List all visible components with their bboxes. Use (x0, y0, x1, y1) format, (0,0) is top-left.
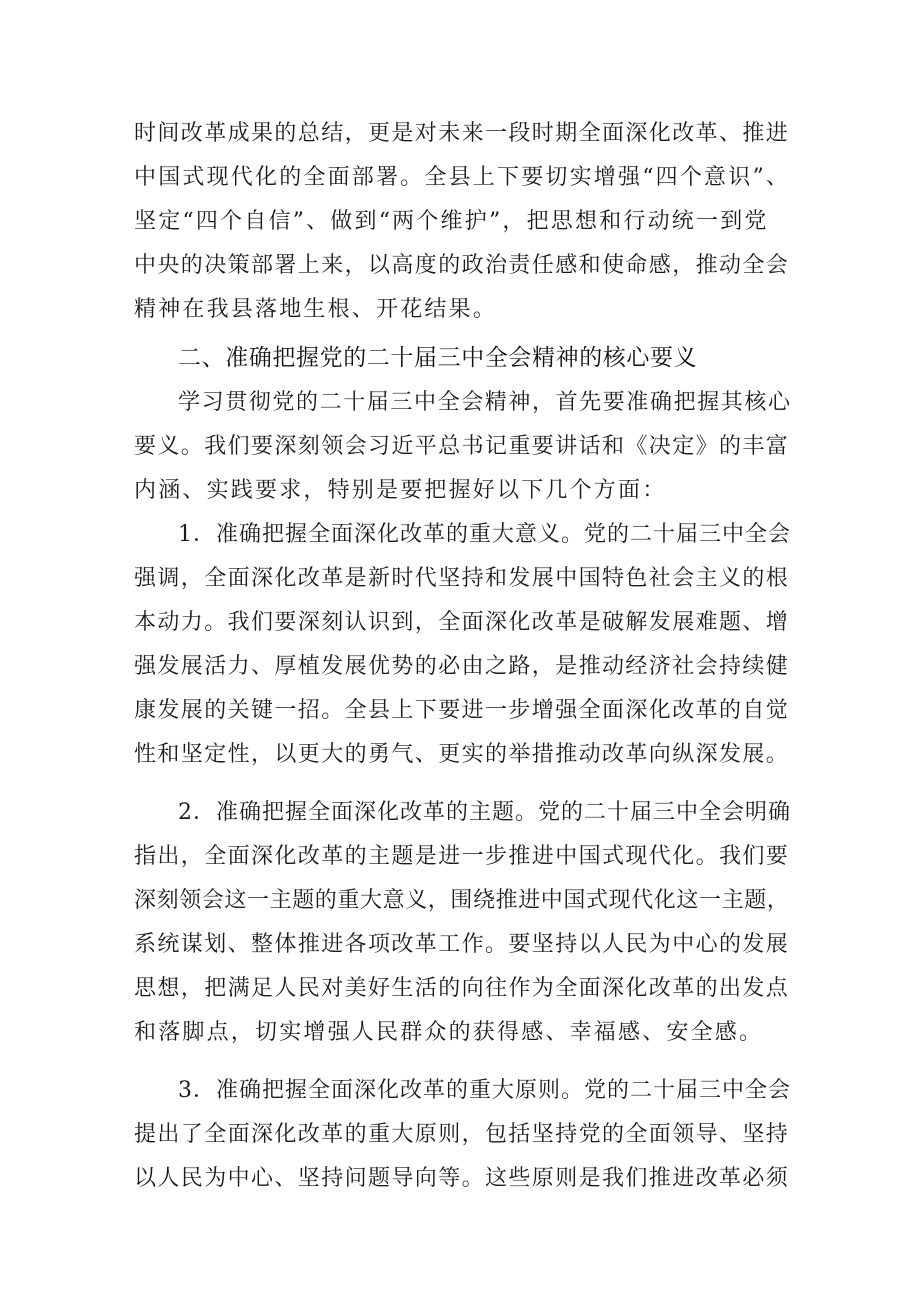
text-line: 3．准确把握全面深化改革的重大原则。党的二十届三中全会 (178, 1078, 791, 1103)
text-line: 2．准确把握全面深化改革的主题。党的二十届三中全会明确 (178, 800, 791, 825)
paragraph-gap (134, 1055, 794, 1069)
paragraph-gap (134, 777, 794, 791)
text-line: 康发展的关键一招。全县上下要进一步增强全面深化改革的自觉 (134, 698, 790, 723)
text-line: 以人民为中心、坚持问题导向等。这些原则是我们推进改革必须 (134, 1166, 790, 1191)
text-line: 指出，全面深化改革的主题是进一步推进中国式现代化。我们要 (134, 844, 790, 869)
text-line: 坚定“四个自信”、做到“两个维护”，把思想和行动统一到党 (134, 209, 769, 234)
text-line: 系统谋划、整体推进各项改革工作。要坚持以人民为中心的发展 (134, 932, 790, 957)
text-line: 性和坚定性，以更大的勇气、更实的举措推动改革向纵深发展。 (134, 742, 790, 767)
list-item-1 (134, 513, 794, 777)
section-heading: 二、准确把握党的二十届三中全会精神的核心要义 (178, 345, 698, 371)
text-line: 1．准确把握全面深化改革的重大意义。党的二十届三中全会 (178, 522, 791, 547)
list-item-2 (134, 791, 794, 1055)
text-line: 中国式现代化的全面部署。全县上下要切实增强“四个意识”、 (134, 165, 791, 190)
paragraph-2 (134, 381, 794, 513)
text-line: 中央的决策部署上来，以高度的政治责任感和使命感，推动全会 (134, 253, 790, 278)
text-line: 和落脚点，切实增强人民群众的获得感、幸福感、安全感。 (134, 1020, 764, 1045)
text-line: 时间改革成果的总结，更是对未来一段时期全面深化改革、推进 (134, 121, 790, 146)
text-line: 要义。我们要深刻领会习近平总书记重要讲话和《决定》的丰富 (134, 434, 790, 459)
list-item-3 (134, 1069, 794, 1201)
text-line: 学习贯彻党的二十届三中全会精神，首先要准确把握其核心 (178, 390, 792, 415)
text-line: 强发展活力、厚植发展优势的必由之路，是推动经济社会持续健 (134, 654, 790, 679)
text-line: 本动力。我们要深刻认识到，全面深化改革是破解发展难题、增 (134, 610, 790, 635)
text-line: 精神在我县落地生根、开花结果。 (134, 297, 498, 322)
text-line: 思想，把满足人民对美好生活的向往作为全面深化改革的出发点 (134, 976, 790, 1001)
paragraph-1 (134, 112, 794, 332)
text-line: 提出了全面深化改革的重大原则，包括坚持党的全面领导、坚持 (134, 1122, 790, 1147)
text-line: 强调，全面深化改革是新时代坚持和发展中国特色社会主义的根 (134, 566, 790, 591)
text-line: 内涵、实践要求，特别是要把握好以下几个方面： (134, 478, 667, 503)
document-body (134, 112, 794, 1201)
text-line: 深刻领会这一主题的重大意义，围绕推进中国式现代化这一主题， (134, 888, 790, 913)
